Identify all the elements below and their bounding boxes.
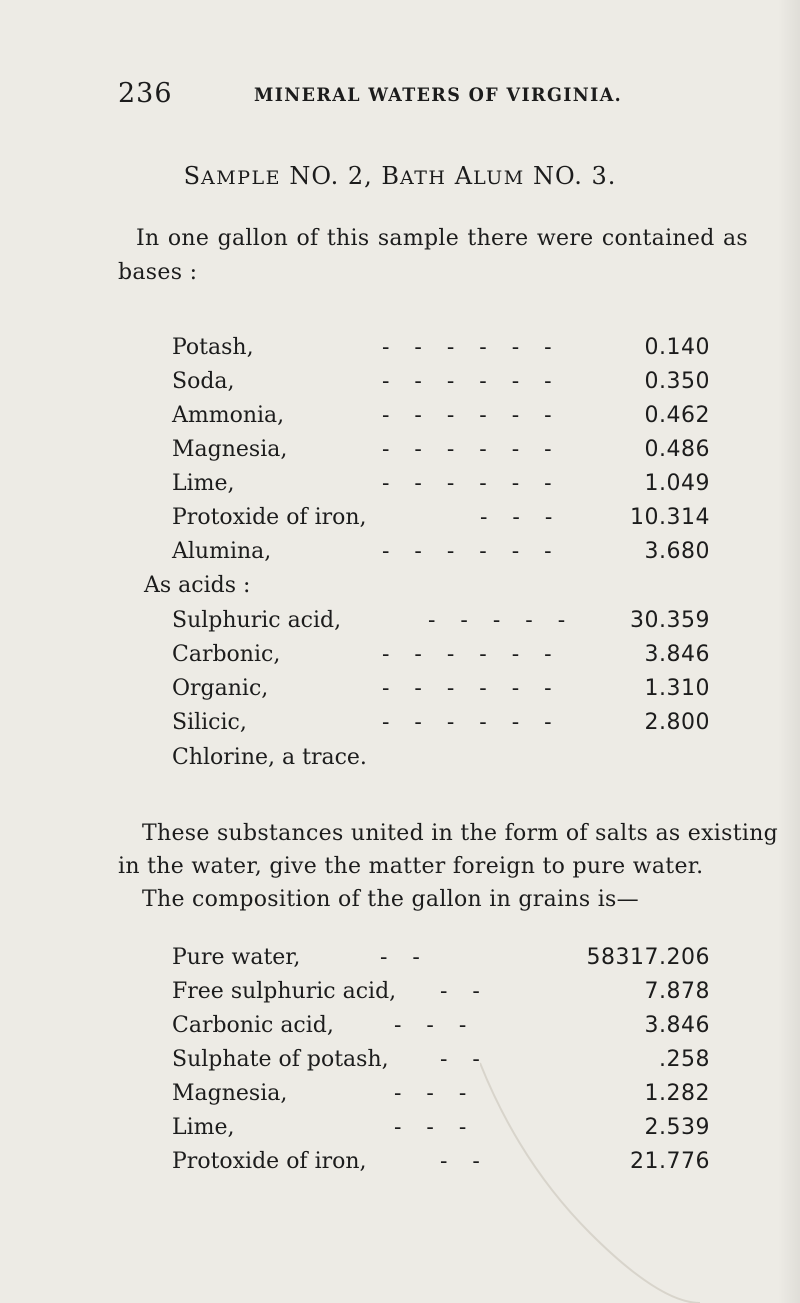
salts-paragraph [118, 817, 790, 916]
page-edge-shadow [778, 0, 800, 1303]
chlorine-line: Chlorine, a trace. [172, 745, 367, 770]
row-value: 1.049 [644, 471, 710, 496]
row-leader: - - [380, 945, 420, 970]
row-leader: - - - [394, 1013, 467, 1038]
title-cap: A [454, 162, 474, 190]
row-label: Carbonic acid, [172, 1013, 334, 1038]
row-leader: - - - - - [428, 608, 566, 633]
row-label: Silicic, [172, 710, 247, 735]
title-rest: ATH [400, 167, 447, 189]
row-leader: - - - - - - [382, 437, 552, 462]
title-cap: N [289, 162, 312, 190]
row-label: Organic, [172, 676, 269, 701]
running-title: MINERAL WATERS OF VIRGINIA. [254, 84, 623, 106]
row-value: 3.846 [644, 1013, 710, 1038]
title-rest: LUM [473, 167, 525, 189]
row-leader: - - - - - - [382, 335, 552, 360]
row-value: 3.680 [644, 539, 710, 564]
paragraph-line-3: The composition of the gallon in grains is— [142, 887, 639, 912]
sample-title [0, 162, 800, 190]
row-value: 1.310 [644, 676, 710, 701]
intro-line-1: In one gallon of this sample there were contained as [136, 226, 748, 251]
title-cap: S [183, 162, 202, 190]
row-label: Carbonic, [172, 642, 281, 667]
row-value: 2.539 [644, 1115, 710, 1140]
acids-heading: As acids : [144, 573, 251, 598]
row-value: 21.776 [630, 1149, 710, 1174]
row-label: Lime, [172, 471, 235, 496]
row-label: Magnesia, [172, 437, 288, 462]
row-leader: - - - - - - [382, 369, 552, 394]
row-label: Sulphuric acid, [172, 608, 342, 633]
row-label: Lime, [172, 1115, 235, 1140]
row-label: Protoxide of iron, [172, 505, 367, 530]
row-leader: - - [440, 1047, 480, 1072]
row-leader: - - [440, 979, 480, 1004]
row-value: 7.878 [644, 979, 710, 1004]
row-leader: - - - - - - [382, 403, 552, 428]
title-cap: N [532, 162, 555, 190]
row-leader: - - - [394, 1115, 467, 1140]
paragraph-line-2: in the water, give the matter foreign to pure water. [118, 854, 704, 879]
row-value: 2.800 [644, 710, 710, 735]
page-number: 236 [118, 78, 173, 109]
row-value: .258 [659, 1047, 710, 1072]
row-leader: - - [440, 1149, 480, 1174]
row-label: Free sulphuric acid, [172, 979, 397, 1004]
title-rest: O. 2, [311, 162, 382, 190]
row-leader: - - - - - - [382, 539, 552, 564]
running-head [118, 78, 758, 114]
row-label: Potash, [172, 335, 254, 360]
title-rest: AMPLE [201, 167, 281, 189]
row-value: 58317.206 [586, 945, 710, 970]
row-value: 0.486 [644, 437, 710, 462]
title-rest: O. 3. [554, 162, 617, 190]
paragraph-line-1: These substances united in the form of salts as existing [142, 821, 779, 846]
row-value: 0.462 [644, 403, 710, 428]
row-value: 0.350 [644, 369, 710, 394]
row-value: 1.282 [644, 1081, 710, 1106]
row-label: Sulphate of potash, [172, 1047, 389, 1072]
row-label: Magnesia, [172, 1081, 288, 1106]
intro-line-2: bases : [118, 260, 198, 285]
intro-text [118, 222, 748, 290]
row-leader: - - - - - - [382, 642, 552, 667]
row-leader: - - - [394, 1081, 467, 1106]
row-label: Protoxide of iron, [172, 1149, 367, 1174]
row-value: 10.314 [630, 505, 710, 530]
row-value: 0.140 [644, 335, 710, 360]
row-label: Ammonia, [172, 403, 285, 428]
row-leader: - - - [480, 505, 553, 530]
row-value: 30.359 [630, 608, 710, 633]
row-leader: - - - - - - [382, 471, 552, 496]
row-leader: - - - - - - [382, 710, 552, 735]
title-cap: B [381, 162, 401, 190]
row-label: Pure water, [172, 945, 301, 970]
row-value: 3.846 [644, 642, 710, 667]
row-label: Alumina, [172, 539, 272, 564]
row-leader: - - - - - - [382, 676, 552, 701]
row-label: Soda, [172, 369, 235, 394]
